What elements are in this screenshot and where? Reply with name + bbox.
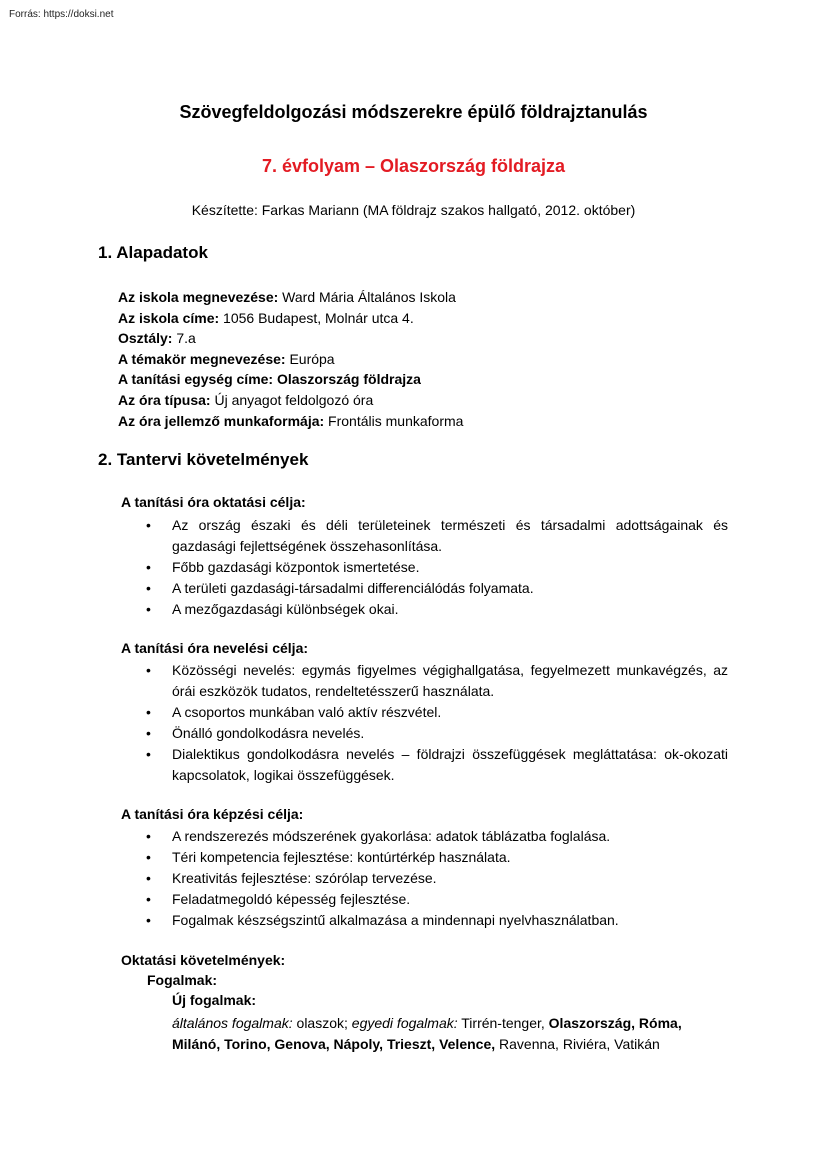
egyedi-plain-1: Tirrén-tenger, [457, 1015, 549, 1031]
section-heading-alapadatok: 1. Alapadatok [98, 243, 208, 262]
egyedi-plain-2: Ravenna, Riviéra, Vatikán [495, 1036, 660, 1052]
nevelesi-cel-title: A tanítási óra nevelési célja: [121, 640, 309, 656]
uj-fogalmak-heading: Új fogalmak: [172, 992, 257, 1008]
source-note: Forrás: https://doksi.net [9, 9, 114, 20]
list-item: • Az ország északi és déli területeinek természeti és társadalmi adottságainak és gazdasági fejlettségének összehasonlítása. [146, 515, 728, 557]
list-item: • Téri kompetencia fejlesztése: kontúrtérkép használata. [146, 847, 728, 868]
basic-data-list [118, 287, 463, 431]
field-row: A tanítási egység címe: Olaszország földrajza [118, 371, 421, 388]
document-title: Szövegfeldolgozási módszerekre épülő földrajztanulás [179, 102, 648, 122]
list-item: • A területi gazdasági-társadalmi differenciálódás folyamata. [146, 578, 728, 599]
field-row: Az iskola címe: 1056 Budapest, Molnár utca 4. [118, 309, 414, 326]
field-row: Osztály: 7.a [118, 330, 196, 347]
list-item: • Közösségi nevelés: egymás figyelmes végighallgatása, fegyelmezett munkavégzés, az órái eszközök tudatos, rendeltetésszerű használata. [146, 660, 728, 702]
kepzesi-cel-list [146, 826, 728, 931]
list-item: • Önálló gondolkodásra nevelés. [146, 723, 728, 744]
egyedi-label: egyedi fogalmak: [351, 1015, 458, 1031]
oktatasi-cel-list [146, 515, 728, 620]
field-row: Az óra típusa: Új anyagot feldolgozó óra [118, 391, 374, 408]
egyedi-bold: Olaszország, Róma, Milánó, Torino, Genova, Nápoly, Trieszt, Velence, [172, 1015, 682, 1052]
fogalmak-heading: Fogalmak: [147, 972, 218, 988]
list-item: • Kreativitás fejlesztése: szórólap tervezése. [146, 868, 728, 889]
list-item: • Főbb gazdasági központok ismertetése. [146, 557, 728, 578]
altalanos-label: általános fogalmak: [172, 1015, 293, 1031]
list-item: • A csoportos munkában való aktív részvétel. [146, 702, 728, 723]
nevelesi-cel-list [146, 660, 728, 786]
field-row: Az iskola megnevezése: Ward Mária Általános Iskola [118, 289, 456, 305]
list-item: • A rendszerezés módszerének gyakorlása: adatok táblázatba foglalása. [146, 826, 728, 847]
document-subtitle: 7. évfolyam – Olaszország földrajza [261, 156, 566, 176]
oktatasi-kovetelmenyek-title: Oktatási követelmények: [121, 952, 286, 968]
field-row: Az óra jellemző munkaformája: Frontális munkaforma [118, 412, 464, 429]
altalanos-value: olaszok; [292, 1015, 352, 1031]
oktatasi-cel-title: A tanítási óra oktatási célja: [121, 494, 306, 510]
fogalmak-text [172, 1013, 732, 1055]
section-heading-tantervi: 2. Tantervi követelmények [98, 450, 309, 469]
field-row: A témakör megnevezése: Európa [118, 350, 335, 367]
list-item: • Feladatmegoldó képesség fejlesztése. [146, 889, 728, 910]
kepzesi-cel-title: A tanítási óra képzési célja: [121, 806, 304, 822]
list-item: • Fogalmak készségszintű alkalmazása a mindennapi nyelvhasználatban. [146, 910, 728, 931]
list-item: • Dialektikus gondolkodásra nevelés – földrajzi összefüggések megláttatása: ok-okozati kapcsolatok, logikai összefüggések. [146, 744, 728, 786]
list-item: • A mezőgazdasági különbségek okai. [146, 599, 728, 620]
author-line: Készítette: Farkas Mariann (MA földrajz szakos hallgató, 2012. október) [191, 202, 636, 218]
